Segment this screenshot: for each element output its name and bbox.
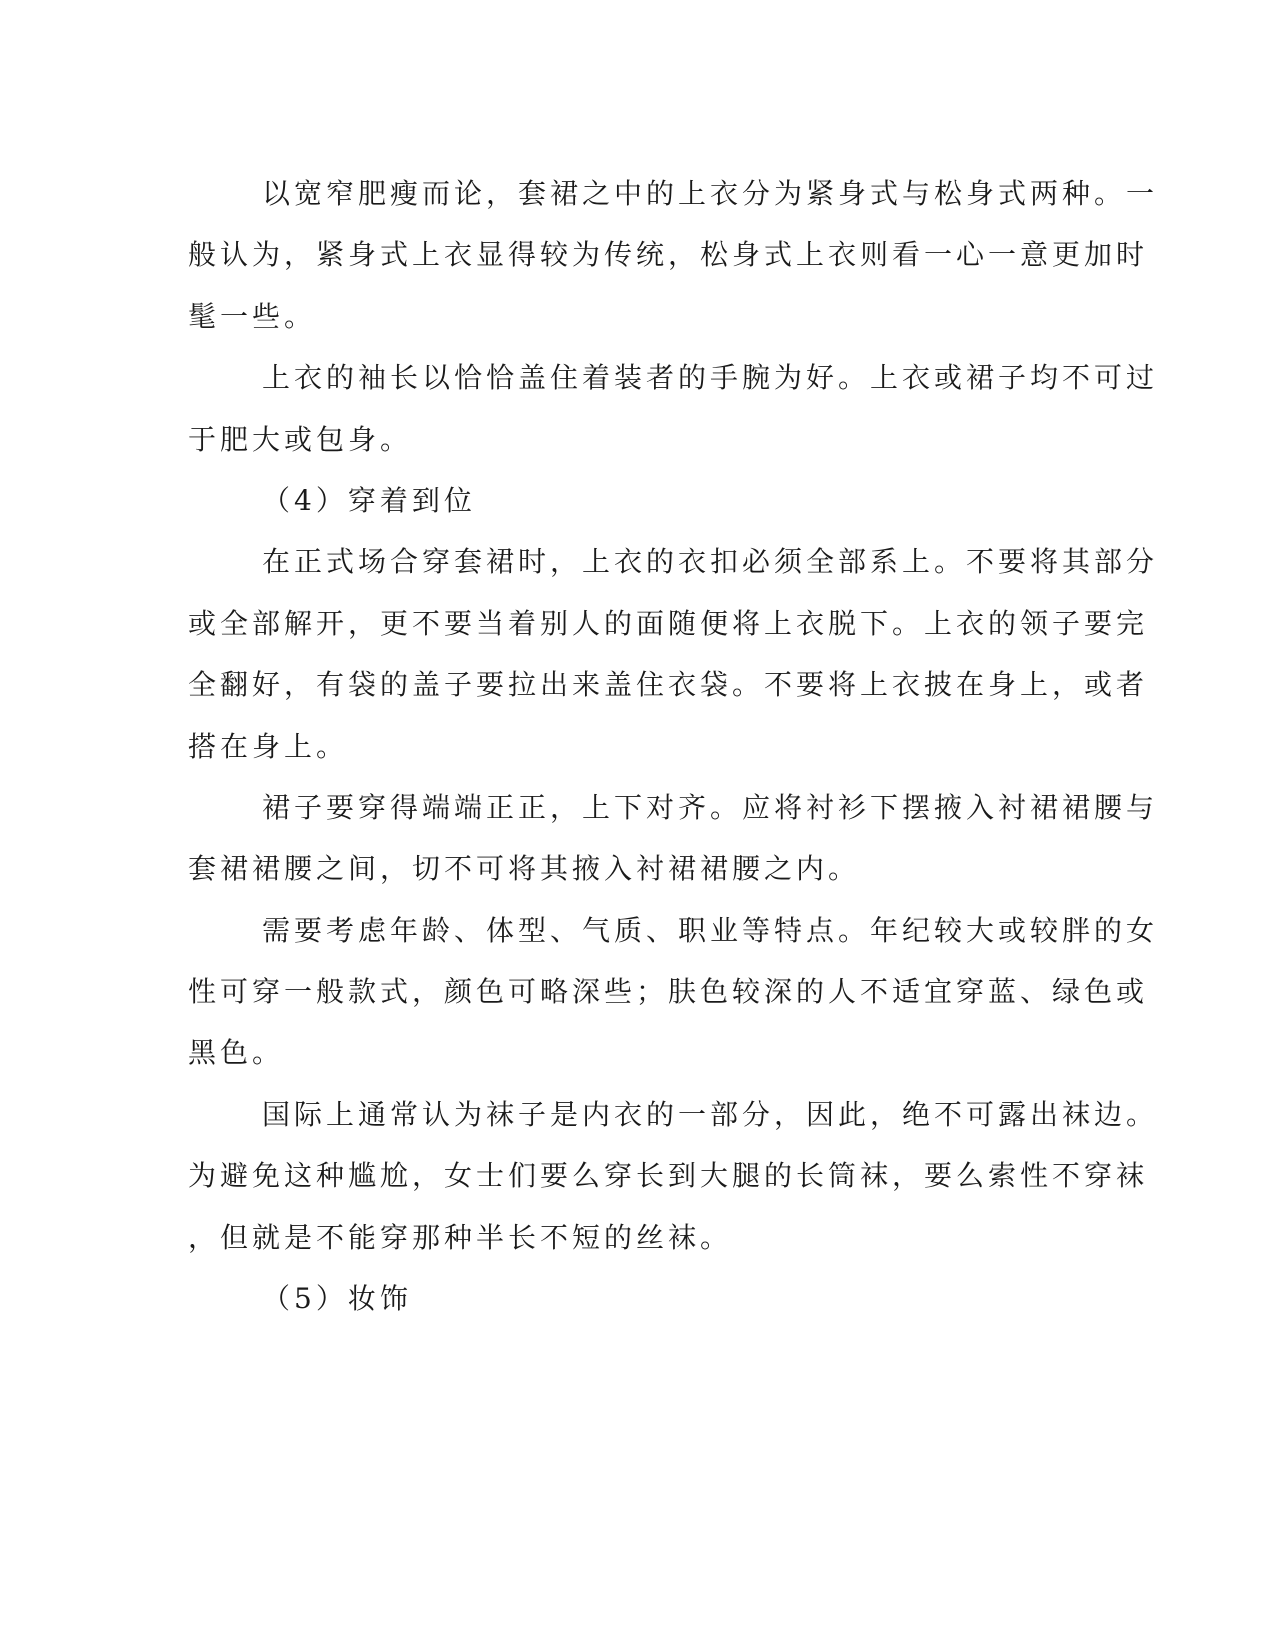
- text-line: 髦一些。: [188, 299, 317, 333]
- text-line: 需要考虑年龄、体型、气质、职业等特点。年纪较大或较胖的女: [262, 913, 1159, 947]
- heading-text: （4）穿着到位: [262, 483, 476, 517]
- paragraph-2: [188, 347, 1159, 470]
- paragraph-1: [188, 163, 1159, 347]
- text-line: 搭在身上。: [188, 729, 349, 763]
- document-body: [188, 163, 1159, 1329]
- text-line: 上衣的袖长以恰恰盖住着装者的手腕为好。上衣或裙子均不可过: [262, 361, 1159, 395]
- paragraph-6: [188, 1084, 1159, 1268]
- text-line: 以宽窄肥瘦而论，套裙之中的上衣分为紧身式与松身式两种。一: [262, 177, 1159, 210]
- text-line: 套裙裙腰之间，切不可将其掖入衬裙裙腰之内。: [188, 852, 861, 886]
- paragraph-3: [188, 531, 1159, 777]
- text-line: 为避免这种尴尬，女士们要么穿长到大腿的长筒袜，要么索性不穿袜: [188, 1159, 1149, 1193]
- text-line: 于肥大或包身。: [188, 422, 413, 456]
- paragraph-4: [188, 777, 1159, 900]
- text-line: 黑色。: [188, 1036, 285, 1070]
- text-line: 裙子要穿得端端正正，上下对齐。应将衬衫下摆掖入衬裙裙腰与: [262, 790, 1159, 824]
- section-heading-4: [188, 470, 1068, 531]
- text-line: 国际上通常认为袜子是内衣的一部分，因此，绝不可露出袜边。: [262, 1097, 1159, 1131]
- heading-text: （5）妆饰: [262, 1282, 412, 1316]
- text-line: 在正式场合穿套裙时，上衣的衣扣必须全部系上。不要将其部分: [262, 545, 1159, 579]
- section-heading-5: [188, 1268, 1068, 1329]
- text-line: 性可穿一般款式，颜色可略深些；肤色较深的人不适宜穿蓝、绿色或: [188, 975, 1149, 1009]
- text-line: ，但就是不能穿那种半长不短的丝袜。: [188, 1220, 733, 1254]
- text-line: 般认为，紧身式上衣显得较为传统，松身式上衣则看一心一意更加时: [188, 238, 1149, 272]
- paragraph-5: [188, 900, 1159, 1084]
- text-line: 或全部解开，更不要当着别人的面随便将上衣脱下。上衣的领子要完: [188, 606, 1149, 640]
- text-line: 全翻好，有袋的盖子要拉出来盖住衣袋。不要将上衣披在身上，或者: [188, 668, 1149, 702]
